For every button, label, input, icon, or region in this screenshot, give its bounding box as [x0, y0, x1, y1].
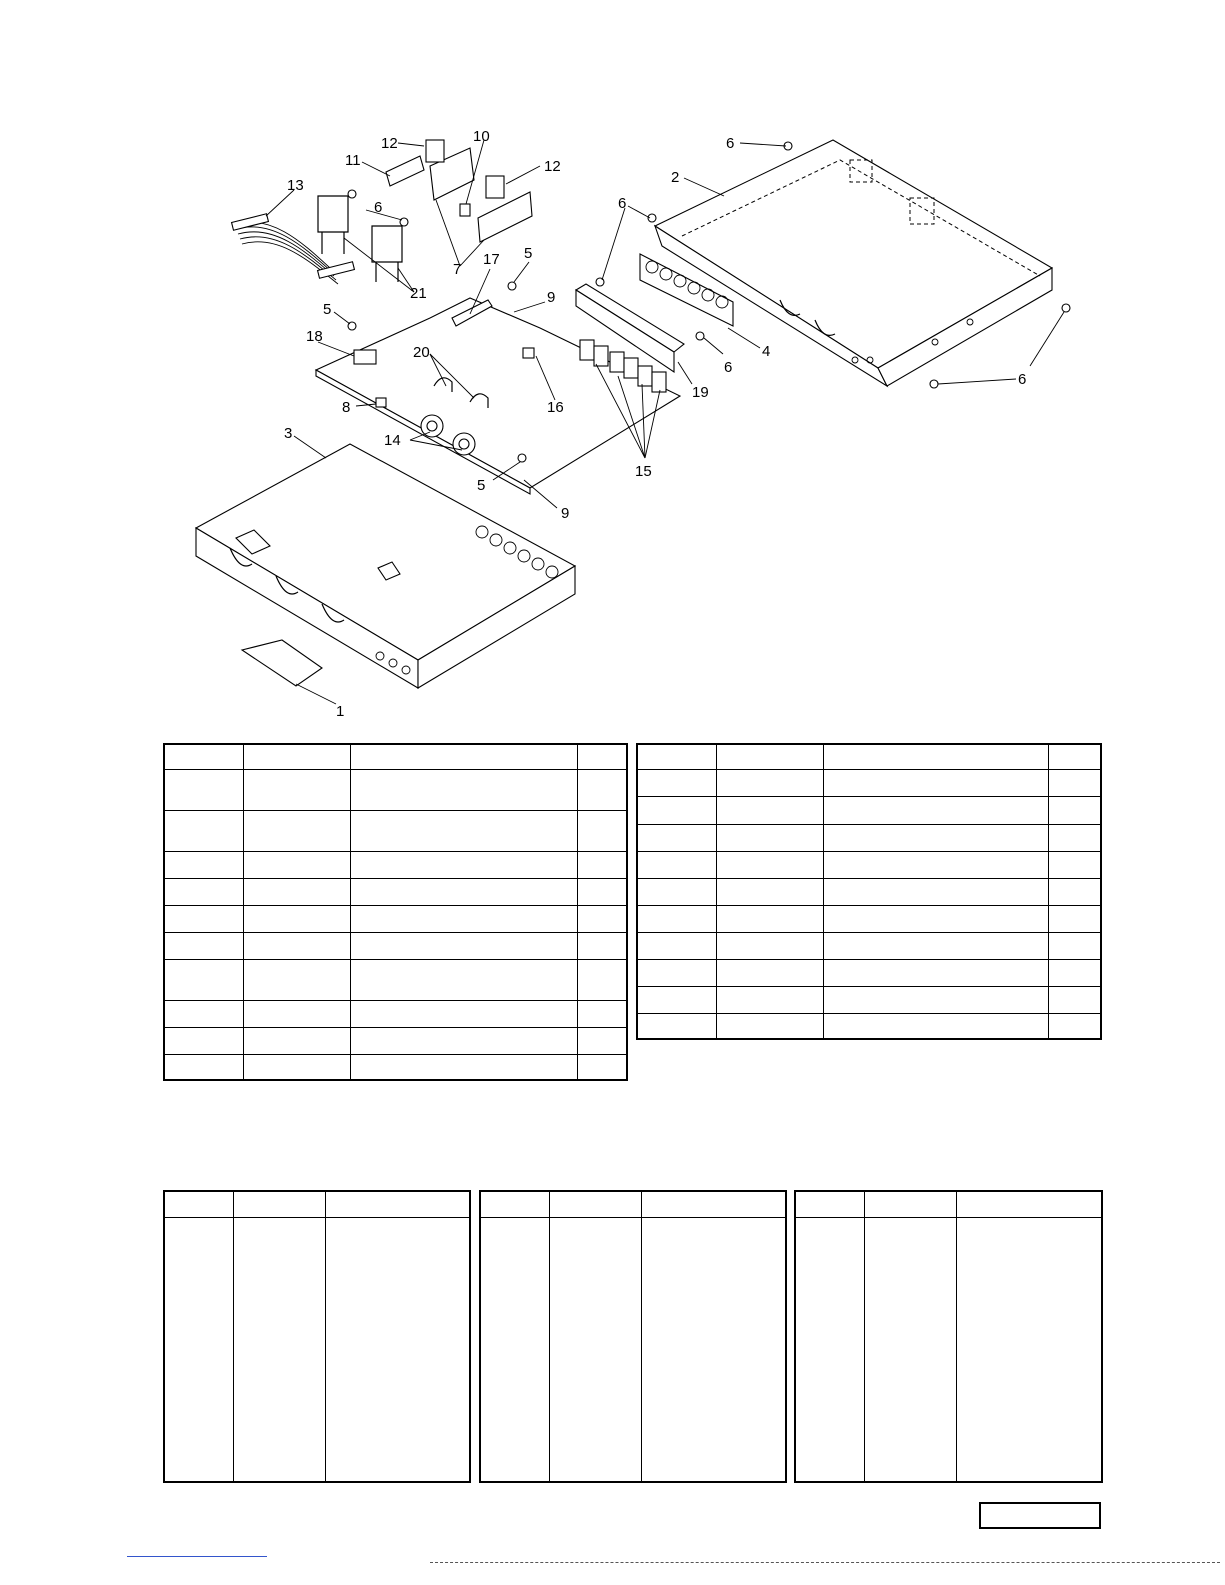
table-row — [164, 932, 627, 959]
table-row — [637, 878, 1101, 905]
callout-18: 18 — [306, 328, 323, 345]
table-header-row — [637, 744, 1101, 769]
callout-15: 15 — [635, 463, 652, 480]
lower-table-3 — [794, 1190, 1103, 1483]
callout-7: 7 — [453, 261, 462, 278]
callout-9: 9 — [561, 505, 570, 522]
callout-6: 6 — [724, 359, 733, 376]
table-row — [637, 986, 1101, 1013]
callout-1: 1 — [336, 703, 345, 720]
callout-6: 6 — [374, 199, 383, 216]
table-row — [164, 878, 627, 905]
callout-5: 5 — [524, 245, 533, 262]
callout-4: 4 — [762, 343, 771, 360]
table-row — [164, 769, 627, 810]
callout-12: 12 — [381, 135, 398, 152]
table-header-row — [164, 744, 627, 769]
table-row — [164, 1027, 627, 1054]
table-row — [637, 905, 1101, 932]
callout-3: 3 — [284, 425, 293, 442]
callout-21: 21 — [410, 285, 427, 302]
exploded-parts-diagram — [0, 0, 1225, 730]
callout-17: 17 — [483, 251, 500, 268]
table-row — [637, 796, 1101, 824]
table-row — [164, 959, 627, 1000]
callout-6: 6 — [726, 135, 735, 152]
footer-rule — [430, 1562, 1220, 1563]
table-row — [164, 1000, 627, 1027]
callout-9: 9 — [547, 289, 556, 306]
callout-8: 8 — [342, 399, 351, 416]
callout-5: 5 — [323, 301, 332, 318]
callout-5: 5 — [477, 477, 486, 494]
table-row — [637, 769, 1101, 796]
page-number-box — [979, 1502, 1101, 1529]
callout-16: 16 — [547, 399, 564, 416]
callout-6: 6 — [618, 195, 627, 212]
ribbon-cable — [232, 214, 355, 284]
table-row — [164, 905, 627, 932]
sub-boards — [386, 140, 532, 242]
callout-19: 19 — [692, 384, 709, 401]
table-row — [164, 1054, 627, 1080]
parts-table-left — [163, 743, 628, 1081]
lower-table-1 — [163, 1190, 471, 1483]
callout-11: 11 — [345, 152, 361, 169]
callout-20: 20 — [413, 344, 430, 361]
table-row — [637, 824, 1101, 851]
callout-2: 2 — [671, 169, 680, 186]
table-row — [164, 810, 627, 851]
parts-table-right — [636, 743, 1102, 1040]
table-row — [637, 1013, 1101, 1039]
callout-13: 13 — [287, 177, 304, 194]
table-row — [164, 851, 627, 878]
lower-table-2 — [479, 1190, 787, 1483]
footer-link-underline[interactable] — [127, 1556, 267, 1557]
top-cover — [655, 140, 1052, 386]
table-row — [637, 851, 1101, 878]
callout-14: 14 — [384, 432, 401, 449]
callout-12: 12 — [544, 158, 561, 175]
insulation-sheet — [242, 640, 322, 686]
callout-10: 10 — [473, 128, 490, 145]
table-row — [637, 959, 1101, 986]
table-row — [637, 932, 1101, 959]
callout-6: 6 — [1018, 371, 1027, 388]
